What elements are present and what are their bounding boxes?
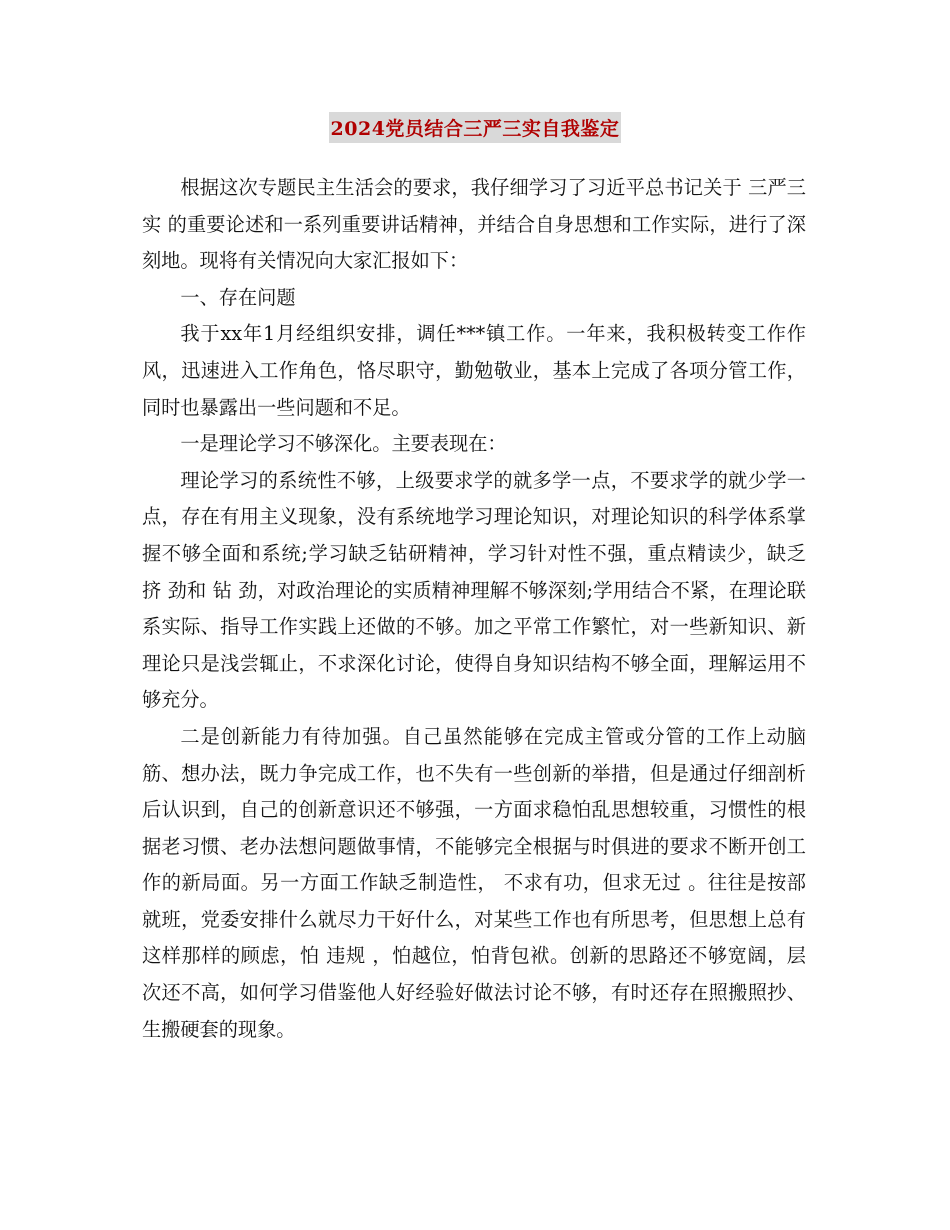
document-body: [142, 170, 806, 1048]
paragraph-background: 我于xx年1月经组织安排，调任***镇工作。一年来，我积极转变工作作风，迅速进入工作角色，恪尽职守，勤勉敬业，基本上完成了各项分管工作，同时也暴露出一些问题和不足。: [142, 322, 806, 419]
paragraph-intro: 根据这次专题民主生活会的要求，我仔细学习了习近平总书记关于 三严三实 的重要论述和一系列重要讲话精神，并结合自身思想和工作实际，进行了深刻地。现将有关情况向大家汇报如下：: [142, 176, 806, 273]
document-title: 2024党员结合三严三实自我鉴定: [329, 112, 622, 143]
paragraph-theory-study: 理论学习的系统性不够，上级要求学的就多学一点，不要求学的就少学一点，存在有用主义现象，没有系统地学习理论知识，对理论知识的科学体系掌握不够全面和系统;学习缺乏钻研精神，学习针对性不强，重点精读少，缺乏 挤 劲和 钻 劲，对政治理论的实质精神理解不够深刻;学用结合不紧，在理论联系实际、指导工作实践上还做的不够。加之平常工作繁忙，对一些新知识、新理论只是浅尝辄止，不求深化讨论，使得自身知识结构不够全面，理解运用不够充分。: [142, 468, 806, 712]
section-heading-problems: 一、存在问题: [180, 285, 296, 309]
title-row: [0, 112, 950, 143]
paragraph-innovation: 二是创新能力有待加强。自己虽然能够在完成主管或分管的工作上动脑筋、想办法，既力争完成工作，也不失有一些创新的举措，但是通过仔细剖析后认识到，自己的创新意识还不够强，一方面求稳怕乱思想较重，习惯性的根据老习惯、老办法想问题做事情，不能够完全根据与时俱进的要求不断开创工作的新局面。另一方面工作缺乏制造性， 不求有功，但求无过 。往往是按部就班，党委安排什么就尽力干好什么，对某些工作也有所思考，但思想上总有这样那样的顾虑，怕 违规 ，怕越位，怕背包袱。创新的思路还不够宽阔，层次还不高，如何学习借鉴他人好经验好做法讨论不够，有时还存在照搬照抄、生搬硬套的现象。: [142, 724, 806, 1041]
subheading-theory-study: 一是理论学习不够深化。主要表现在：: [180, 432, 507, 456]
